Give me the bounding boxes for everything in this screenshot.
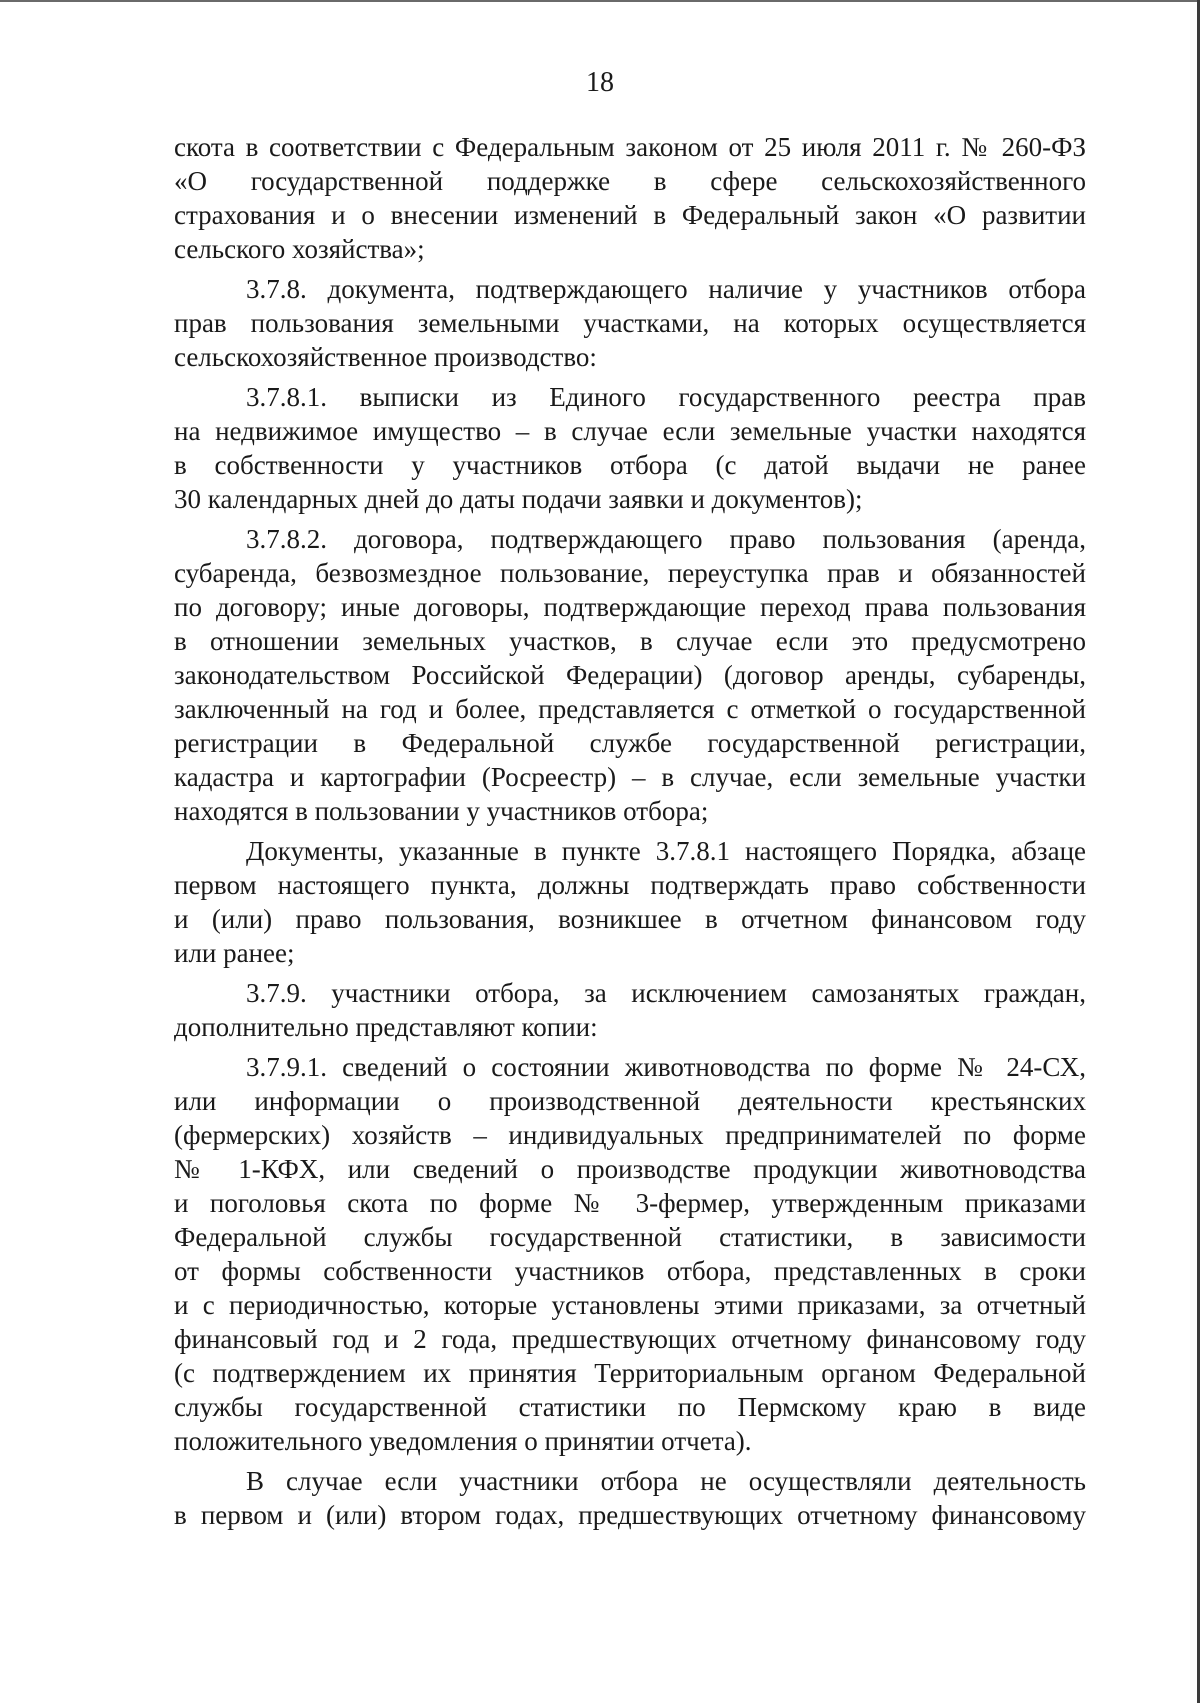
text-line: 3.7.8. документа, подтверждающего наличие у участников отбора [246,274,1086,304]
text-line: скота в соответствии с Федеральным законом от 25 июля 2011 г. № 260-ФЗ [174,132,1086,162]
text-line: Федеральной службы государственной статистики, в зависимости [174,1222,1086,1252]
text-line: прав пользования земельными участками, на которых осуществляется [174,308,1086,338]
text-line: № 1-КФХ, или сведений о производстве продукции животноводства [174,1154,1086,1184]
text-line: службы государственной статистики по Пермскому краю в виде [174,1392,1086,1422]
paragraph [174,834,1086,970]
text-line: первом настоящего пункта, должны подтверждать право собственности [174,870,1086,900]
text-line: регистрации в Федеральной службе государственной регистрации, [174,728,1086,758]
text-line: (с подтверждением их принятия Территориальным органом Федеральной [174,1358,1086,1388]
text-line: в отношении земельных участков, в случае если это предусмотрено [174,626,1086,656]
paragraph [174,976,1086,1044]
text-line: законодательством Российской Федерации) (договор аренды, субаренды, [174,660,1086,690]
text-line: находятся в пользовании у участников отбора; [174,796,709,826]
text-line: сельского хозяйства»; [174,234,425,264]
text-line: положительного уведомления о принятии отчета). [174,1426,752,1456]
text-line: дополнительно представляют копии: [174,1012,598,1042]
text-line: страхования и о внесении изменений в Федеральный закон «О развитии [174,200,1086,230]
paragraph [174,272,1086,374]
text-line: финансовый год и 2 года, предшествующих отчетному финансовому году [174,1324,1086,1354]
text-line: кадастра и картографии (Росреестр) – в случае, если земельные участки [174,762,1086,792]
text-line: по договору; иные договоры, подтверждающие переход права пользования [174,592,1086,622]
paragraph [174,380,1086,516]
page-number: 18 [586,67,614,98]
text-line: Документы, указанные в пункте 3.7.8.1 настоящего Порядка, абзаце [246,836,1086,866]
text-line: и (или) право пользования, возникшее в отчетном финансовом году [174,904,1086,934]
text-line: 3.7.9.1. сведений о состоянии животноводства по форме № 24-СХ, [246,1052,1086,1082]
text-line: заключенный на год и более, представляется с отметкой о государственной [174,694,1086,724]
text-line: в первом и (или) втором годах, предшествующих отчетному финансовому [174,1500,1086,1530]
paragraph [174,522,1086,828]
text-line: на недвижимое имущество – в случае если земельные участки находятся [174,416,1086,446]
text-line: и поголовья скота по форме № 3-фермер, утвержденным приказами [174,1188,1086,1218]
text-line: в собственности у участников отбора (с датой выдачи не ранее [174,450,1086,480]
text-line: «О государственной поддержке в сфере сельскохозяйственного [174,166,1086,196]
paragraph [174,130,1086,266]
text-line: или ранее; [174,938,295,968]
document-body [174,130,1086,1532]
text-line: 3.7.9. участники отбора, за исключением самозанятых граждан, [246,978,1086,1008]
text-line: субаренда, безвозмездное пользование, переуступка прав и обязанностей [174,558,1086,588]
text-line: 3.7.8.1. выписки из Единого государственного реестра прав [246,382,1086,412]
paragraph [174,1464,1086,1532]
text-line: 3.7.8.2. договора, подтверждающего право пользования (аренда, [246,524,1086,554]
paragraph [174,1050,1086,1458]
text-line: В случае если участники отбора не осуществляли деятельность [246,1466,1086,1496]
text-line: и с периодичностью, которые установлены этими приказами, за отчетный [174,1290,1086,1320]
text-line: 30 календарных дней до даты подачи заявки и документов); [174,484,863,514]
text-line: или информации о производственной деятельности крестьянских [174,1086,1086,1116]
text-line: от формы собственности участников отбора, представленных в сроки [174,1256,1086,1286]
text-line: (фермерских) хозяйств – индивидуальных предпринимателей по форме [174,1120,1086,1150]
text-line: сельскохозяйственное производство: [174,342,597,372]
scan-edge-top [0,0,1200,2]
